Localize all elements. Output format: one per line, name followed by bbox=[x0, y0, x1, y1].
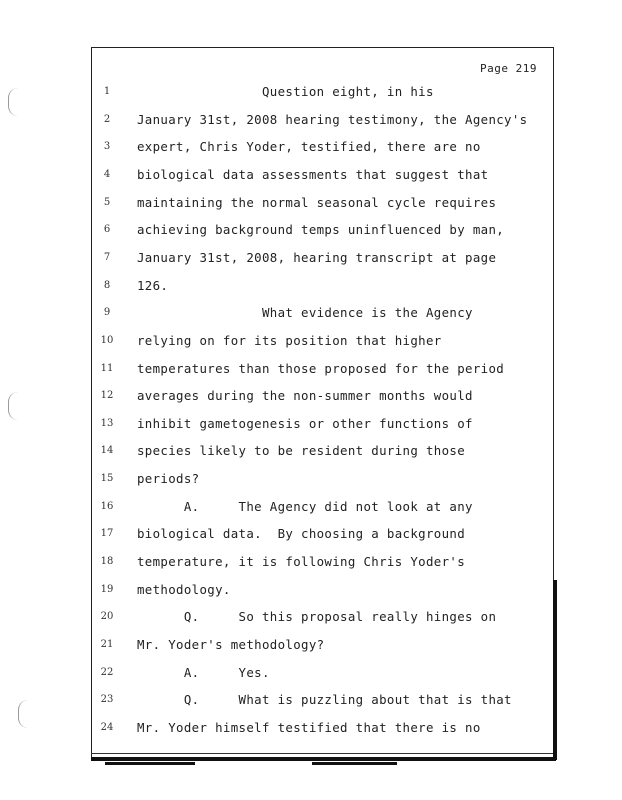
line-number: 8 bbox=[103, 279, 111, 291]
transcript-line-text: January 31st, 2008 hearing testimony, the Agency's bbox=[137, 111, 528, 127]
page-number: Page 219 bbox=[480, 62, 537, 75]
transcript-line-text: temperatures than those proposed for the period bbox=[137, 360, 505, 376]
line-number: 10 bbox=[100, 334, 114, 346]
line-number: 9 bbox=[103, 307, 111, 319]
line-number: 12 bbox=[100, 390, 114, 402]
transcript-line-text: species likely to be resident during those bbox=[137, 443, 466, 459]
transcript-line-text: inhibit gametogenesis or other functions of bbox=[137, 415, 473, 431]
line-number: 21 bbox=[100, 639, 114, 650]
transcript-line-text: What evidence is the Agency bbox=[137, 305, 473, 321]
transcript-line-text: achieving background temps uninfluenced by man, bbox=[137, 222, 505, 238]
transcript-line-text: periods? bbox=[137, 471, 200, 487]
line-number: 15 bbox=[100, 473, 114, 485]
line-number: 1 bbox=[103, 86, 111, 97]
line-number: 20 bbox=[100, 611, 114, 623]
page-bottom-border bbox=[91, 757, 556, 761]
line-number: 6 bbox=[103, 224, 111, 236]
line-number: 18 bbox=[100, 556, 114, 568]
transcript-line-text: averages during the non-summer months would bbox=[137, 388, 473, 404]
line-number: 14 bbox=[100, 445, 114, 457]
page-right-edge-shadow bbox=[553, 580, 557, 760]
transcript-line-text: methodology. bbox=[137, 581, 231, 597]
transcript-line-text: Mr. Yoder's methodology? bbox=[137, 637, 325, 652]
line-number: 13 bbox=[100, 417, 114, 429]
transcript-line-text: Q. What is puzzling about that is that bbox=[137, 692, 512, 708]
binder-hole-mark bbox=[8, 392, 19, 420]
line-number: 22 bbox=[100, 666, 114, 678]
line-number: 17 bbox=[100, 528, 114, 540]
transcript-line-text: A. Yes. bbox=[137, 664, 270, 680]
transcript-line-text: Question eight, in his bbox=[137, 84, 434, 99]
transcript-line-text: biological data assessments that suggest that bbox=[137, 166, 489, 182]
transcript-line-text: Mr. Yoder himself testified that there is no bbox=[137, 719, 481, 735]
line-number: 5 bbox=[103, 196, 111, 208]
line-number: 7 bbox=[103, 251, 111, 263]
line-number: 24 bbox=[100, 721, 114, 733]
scan-mark bbox=[312, 762, 397, 765]
transcript-line-text: Q. So this proposal really hinges on bbox=[137, 609, 497, 625]
line-number: 16 bbox=[100, 500, 114, 512]
line-number: 11 bbox=[100, 362, 114, 374]
line-number: 4 bbox=[103, 168, 111, 180]
transcript-line-text: biological data. By choosing a background bbox=[137, 526, 466, 542]
transcript-line-text: A. The Agency did not look at any bbox=[137, 498, 473, 514]
binder-hole-mark bbox=[8, 88, 19, 116]
transcript-line-text: maintaining the normal seasonal cycle requires bbox=[137, 194, 497, 210]
line-number: 3 bbox=[103, 141, 111, 153]
line-number: 23 bbox=[100, 694, 114, 706]
binder-hole-mark bbox=[18, 700, 29, 728]
line-number: 2 bbox=[103, 113, 111, 125]
scan-mark bbox=[105, 762, 195, 765]
line-number: 19 bbox=[100, 583, 114, 595]
transcript-line-text: 126. bbox=[137, 277, 169, 293]
transcript-line-text: temperature, it is following Chris Yoder's bbox=[137, 554, 466, 570]
transcript-line-text: January 31st, 2008, hearing transcript at page bbox=[137, 249, 497, 265]
transcript-line-text: relying on for its position that higher bbox=[137, 332, 442, 348]
page-bottom-rule bbox=[91, 753, 556, 754]
transcript-line-text: expert, Chris Yoder, testified, there are no bbox=[137, 139, 481, 155]
